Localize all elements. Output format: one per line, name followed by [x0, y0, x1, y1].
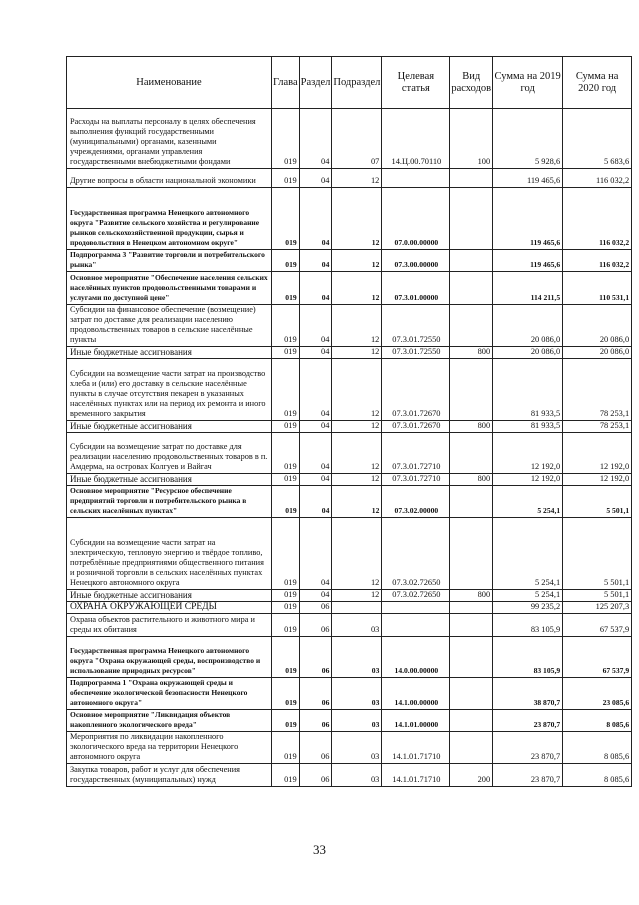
row-sum2019: 5 254,1 [493, 486, 563, 518]
row-name: Субсидии на возмещение части затрат на производство хлеба и (или) его доставку в сельские населённые пункты в случае отсутствия пекарен в указанных населённых пунктах или на период их ремонта и иного временного закрытия [67, 359, 272, 421]
table-row [67, 602, 632, 614]
row-podrazdel: 12 [332, 169, 382, 188]
row-vid: 100 [450, 109, 493, 169]
row-razdel: 06 [299, 678, 332, 710]
row-sum2019: 23 870,7 [493, 710, 563, 732]
row-target: 07.3.01.72710 [382, 433, 450, 474]
row-podrazdel: 12 [332, 486, 382, 518]
row-sum2019: 119 465,6 [493, 169, 563, 188]
row-vid [450, 614, 493, 637]
table-row [67, 188, 632, 250]
row-razdel: 04 [299, 272, 332, 305]
row-sum2019: 99 235,2 [493, 602, 563, 614]
row-vid [450, 359, 493, 421]
row-razdel: 06 [299, 602, 332, 614]
budget-table [66, 56, 632, 787]
row-sum2019: 12 192,0 [493, 433, 563, 474]
row-target [382, 602, 450, 614]
row-sum2019: 119 465,6 [493, 188, 563, 250]
row-razdel: 04 [299, 421, 332, 433]
row-sum2020: 67 537,9 [563, 614, 632, 637]
row-sum2019: 20 086,0 [493, 305, 563, 347]
row-sum2020: 8 085,6 [563, 764, 632, 787]
row-razdel: 04 [299, 474, 332, 486]
row-vid: 800 [450, 590, 493, 602]
row-glava: 019 [272, 764, 300, 787]
row-podrazdel: 07 [332, 109, 382, 169]
row-vid: 200 [450, 764, 493, 787]
row-sum2019: 5 928,6 [493, 109, 563, 169]
row-sum2019: 23 870,7 [493, 732, 563, 764]
row-glava: 019 [272, 433, 300, 474]
row-glava: 019 [272, 678, 300, 710]
row-target: 07.3.00.00000 [382, 250, 450, 272]
row-glava: 019 [272, 602, 300, 614]
row-vid [450, 602, 493, 614]
row-target: 07.3.01.72550 [382, 305, 450, 347]
row-sum2019: 5 254,1 [493, 590, 563, 602]
row-sum2020: 125 207,3 [563, 602, 632, 614]
row-name: Охрана объектов растительного и животного мира и среды их обитания [67, 614, 272, 637]
row-glava: 019 [272, 347, 300, 359]
header-razdel: Раздел [299, 57, 332, 109]
row-sum2020: 116 032,2 [563, 188, 632, 250]
table-row [67, 518, 632, 590]
table-row [67, 474, 632, 486]
row-glava: 019 [272, 710, 300, 732]
row-target [382, 169, 450, 188]
row-podrazdel: 12 [332, 347, 382, 359]
header-vid: Вид расходов [450, 57, 493, 109]
row-sum2019: 23 870,7 [493, 764, 563, 787]
table-row [67, 732, 632, 764]
row-vid [450, 486, 493, 518]
row-podrazdel: 12 [332, 474, 382, 486]
row-podrazdel [332, 602, 382, 614]
row-sum2019: 20 086,0 [493, 347, 563, 359]
header-name: Наименование [67, 57, 272, 109]
row-target: 07.3.01.72550 [382, 347, 450, 359]
table-row [67, 347, 632, 359]
row-sum2020: 110 531,1 [563, 272, 632, 305]
row-target: 07.0.00.00000 [382, 188, 450, 250]
row-vid: 800 [450, 347, 493, 359]
row-name: Субсидии на возмещение части затрат на электрическую, тепловую энергию и твёрдое топливо, потреблённые предприятиями общественного питания и розничной торговли в сельских населённых пунктах Ненецкого автономного округа [67, 518, 272, 590]
row-sum2020: 5 683,6 [563, 109, 632, 169]
row-sum2019: 38 870,7 [493, 678, 563, 710]
row-target: 07.3.01.72670 [382, 359, 450, 421]
row-podrazdel: 12 [332, 518, 382, 590]
row-sum2020: 12 192,0 [563, 433, 632, 474]
row-sum2019: 83 105,9 [493, 614, 563, 637]
row-vid [450, 710, 493, 732]
header-sum2019: Сумма на 2019 год [493, 57, 563, 109]
row-sum2019: 12 192,0 [493, 474, 563, 486]
row-sum2020: 116 032,2 [563, 250, 632, 272]
row-glava: 019 [272, 305, 300, 347]
row-name: Основное мероприятие "Ресурсное обеспечение предприятий торговли и потребительского рынка в сельских населённых пунктах" [67, 486, 272, 518]
table-row [67, 421, 632, 433]
row-name: Государственная программа Ненецкого автономного округа "Развитие сельского хозяйства и регулирование рынков сельскохозяйственной продукции, сырья и продовольствия в Ненецком автономном округе" [67, 188, 272, 250]
row-name: Иные бюджетные ассигнования [67, 590, 272, 602]
row-razdel: 06 [299, 614, 332, 637]
table-row [67, 710, 632, 732]
row-target: 14.1.01.00000 [382, 710, 450, 732]
row-razdel: 04 [299, 250, 332, 272]
row-glava: 019 [272, 109, 300, 169]
table-row [67, 614, 632, 637]
row-sum2020: 12 192,0 [563, 474, 632, 486]
row-razdel: 04 [299, 347, 332, 359]
row-vid [450, 169, 493, 188]
row-podrazdel: 12 [332, 305, 382, 347]
row-sum2019: 5 254,1 [493, 518, 563, 590]
row-name: Другие вопросы в области национальной экономики [67, 169, 272, 188]
row-sum2020: 20 086,0 [563, 347, 632, 359]
row-vid [450, 433, 493, 474]
row-glava: 019 [272, 169, 300, 188]
row-name: Основное мероприятие "Обеспечение населения сельских населённых пунктов продовольственными товарами и услугами по доступной цене" [67, 272, 272, 305]
row-podrazdel: 03 [332, 764, 382, 787]
row-sum2020: 67 537,9 [563, 637, 632, 678]
row-name: Иные бюджетные ассигнования [67, 421, 272, 433]
row-name: Иные бюджетные ассигнования [67, 474, 272, 486]
row-razdel: 04 [299, 486, 332, 518]
row-glava: 019 [272, 590, 300, 602]
row-podrazdel: 03 [332, 614, 382, 637]
row-sum2019: 83 105,9 [493, 637, 563, 678]
row-glava: 019 [272, 732, 300, 764]
row-glava: 019 [272, 486, 300, 518]
row-razdel: 06 [299, 764, 332, 787]
row-name: Государственная программа Ненецкого автономного округа "Охрана окружающей среды, воспроизводство и использование природных ресурсов" [67, 637, 272, 678]
header-sum2020: Сумма на 2020 год [563, 57, 632, 109]
row-target: 07.3.02.00000 [382, 486, 450, 518]
row-razdel: 04 [299, 590, 332, 602]
table-row [67, 169, 632, 188]
row-podrazdel: 12 [332, 272, 382, 305]
table-row [67, 305, 632, 347]
row-podrazdel: 03 [332, 678, 382, 710]
row-razdel: 04 [299, 305, 332, 347]
row-vid [450, 272, 493, 305]
header-podrazdel: Подраздел [332, 57, 382, 109]
row-podrazdel: 12 [332, 421, 382, 433]
row-target: 14.1.00.00000 [382, 678, 450, 710]
row-target: 07.3.01.72670 [382, 421, 450, 433]
row-razdel: 04 [299, 359, 332, 421]
row-podrazdel: 12 [332, 250, 382, 272]
row-vid [450, 188, 493, 250]
row-glava: 019 [272, 474, 300, 486]
row-sum2020: 5 501,1 [563, 518, 632, 590]
row-name: Подпрограмма 1 "Охрана окружающей среды и обеспечение экологической безопасности Ненецкого автономного округа" [67, 678, 272, 710]
row-name: Основное мероприятие "Ликвидация объектов накопленного экологического вреда" [67, 710, 272, 732]
row-name: ОХРАНА ОКРУЖАЮЩЕЙ СРЕДЫ [67, 602, 272, 614]
row-name: Субсидии на финансовое обеспечение (возмещение) затрат по доставке для реализации населению продовольственных товаров в сельские населённые пункты [67, 305, 272, 347]
row-target: 07.3.01.00000 [382, 272, 450, 305]
row-name: Подпрограмма 3 "Развитие торговли и потребительского рынка" [67, 250, 272, 272]
row-glava: 019 [272, 250, 300, 272]
row-sum2020: 8 085,6 [563, 710, 632, 732]
row-razdel: 06 [299, 710, 332, 732]
row-vid [450, 678, 493, 710]
row-glava: 019 [272, 637, 300, 678]
row-name: Расходы на выплаты персоналу в целях обеспечения выполнения функций государственными (муниципальными) органами, казенными учреждениями, органами управления государственными внебюджетными фондами [67, 109, 272, 169]
row-target: 14.0.00.00000 [382, 637, 450, 678]
table-row [67, 637, 632, 678]
row-name: Мероприятия по ликвидации накопленного экологического вреда на территории Ненецкого автономного округа [67, 732, 272, 764]
row-glava: 019 [272, 359, 300, 421]
row-name: Закупка товаров, работ и услуг для обеспечения государственных (муниципальных) нужд [67, 764, 272, 787]
table-header-row [67, 57, 632, 109]
row-target: 14.Ц.00.70110 [382, 109, 450, 169]
row-sum2019: 114 211,5 [493, 272, 563, 305]
row-razdel: 06 [299, 637, 332, 678]
row-sum2019: 81 933,5 [493, 421, 563, 433]
header-target: Целевая статья [382, 57, 450, 109]
row-vid [450, 305, 493, 347]
row-sum2020: 20 086,0 [563, 305, 632, 347]
row-glava: 019 [272, 421, 300, 433]
table-row [67, 678, 632, 710]
row-glava: 019 [272, 272, 300, 305]
table-row [67, 109, 632, 169]
row-sum2019: 119 465,6 [493, 250, 563, 272]
row-razdel: 04 [299, 109, 332, 169]
row-podrazdel: 12 [332, 359, 382, 421]
row-razdel: 06 [299, 732, 332, 764]
row-podrazdel: 03 [332, 710, 382, 732]
header-glava: Глава [272, 57, 300, 109]
row-razdel: 04 [299, 188, 332, 250]
row-name: Субсидии на возмещение затрат по доставке для реализации населению продовольственных товаров в п. Амдерма, на островах Колгуев и Вайгач [67, 433, 272, 474]
row-target: 07.3.02.72650 [382, 590, 450, 602]
row-sum2019: 81 933,5 [493, 359, 563, 421]
row-glava: 019 [272, 614, 300, 637]
row-vid: 800 [450, 474, 493, 486]
row-sum2020: 78 253,1 [563, 421, 632, 433]
row-vid [450, 250, 493, 272]
table-row [67, 486, 632, 518]
row-sum2020: 8 085,6 [563, 732, 632, 764]
table-row [67, 590, 632, 602]
row-podrazdel: 12 [332, 433, 382, 474]
row-glava: 019 [272, 188, 300, 250]
row-podrazdel: 12 [332, 188, 382, 250]
row-vid [450, 518, 493, 590]
table-row [67, 250, 632, 272]
row-podrazdel: 03 [332, 732, 382, 764]
table-row [67, 359, 632, 421]
row-vid: 800 [450, 421, 493, 433]
row-razdel: 04 [299, 518, 332, 590]
row-podrazdel: 03 [332, 637, 382, 678]
row-glava: 019 [272, 518, 300, 590]
row-razdel: 04 [299, 433, 332, 474]
table-row [67, 272, 632, 305]
row-sum2020: 78 253,1 [563, 359, 632, 421]
row-target: 14.1.01.71710 [382, 732, 450, 764]
row-vid [450, 637, 493, 678]
row-sum2020: 116 032,2 [563, 169, 632, 188]
page-number: 33 [313, 842, 326, 857]
row-podrazdel: 12 [332, 590, 382, 602]
row-target: 07.3.01.72710 [382, 474, 450, 486]
row-vid [450, 732, 493, 764]
table-row [67, 764, 632, 787]
row-target: 07.3.02.72650 [382, 518, 450, 590]
table-row [67, 433, 632, 474]
row-target [382, 614, 450, 637]
row-sum2020: 5 501,1 [563, 486, 632, 518]
row-razdel: 04 [299, 169, 332, 188]
row-sum2020: 5 501,1 [563, 590, 632, 602]
row-name: Иные бюджетные ассигнования [67, 347, 272, 359]
row-sum2020: 23 085,6 [563, 678, 632, 710]
row-target: 14.1.01.71710 [382, 764, 450, 787]
